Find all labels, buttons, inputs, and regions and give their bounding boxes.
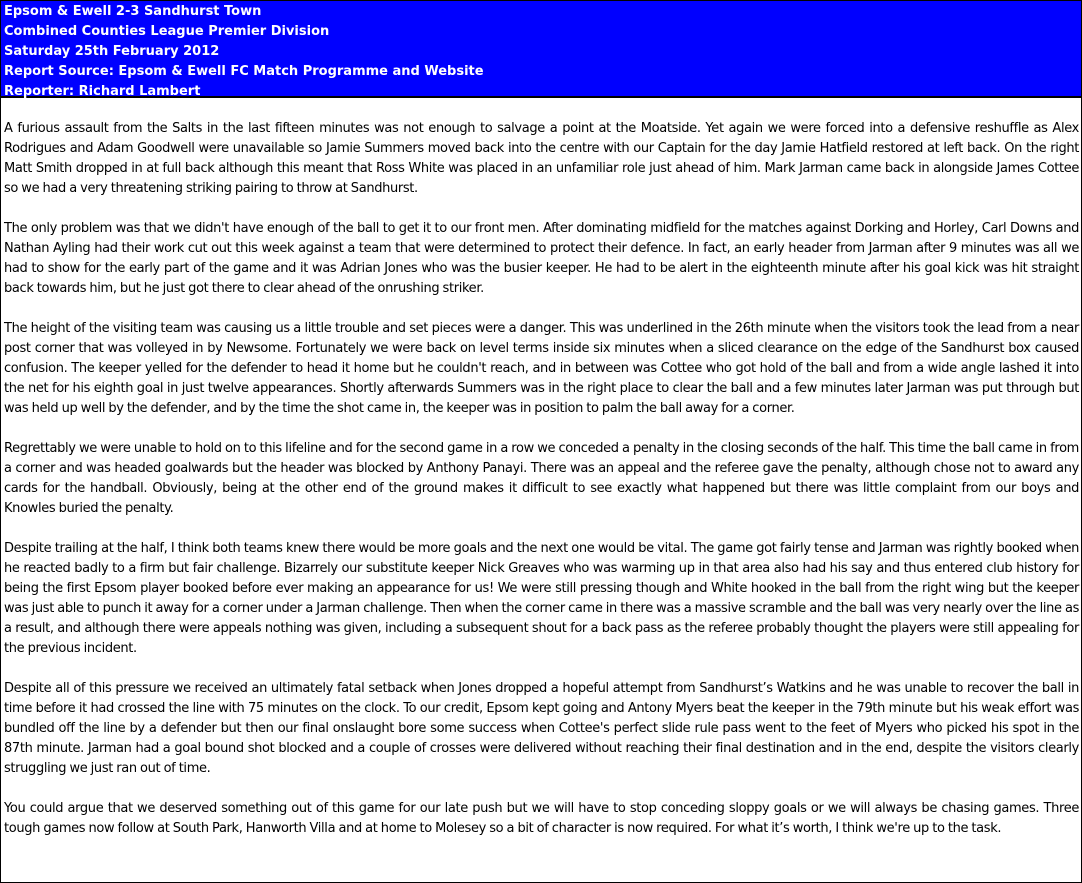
reporter-name: Reporter: Richard Lambert: [4, 84, 201, 99]
report-paragraph: The height of the visiting team was causing us a little trouble and set pieces were a danger. This was underlined in the 26th minute when the visitors took the lead from a near post corner that was volleyed in by Newsome. Fortunately we were back on level terms inside six minutes when a sliced clearance on the edge of the Sandhurst box caused confusion. The keeper yelled for the defender to head it home but he couldn't reach, and in between was Cottee who got hold of the ball and from a wide angle lashed it into the net for his eighth goal in just twelve appearances. Shortly afterwards Summers was in the right place to clear the ball and a few minutes later Jarman was put through but was held up well by the defender, and by the time the shot came in, the keeper was in position to palm the ball away for a corner.: [4, 321, 1079, 416]
match-date: Saturday 25th February 2012: [4, 44, 220, 59]
report-source: Report Source: Epsom & Ewell FC Match Programme and Website: [4, 64, 484, 79]
match-title: Epsom & Ewell 2-3 Sandhurst Town: [4, 4, 262, 19]
report-paragraph: Despite trailing at the half, I think both teams knew there would be more goals and the next one would be vital. The game got fairly tense and Jarman was rightly booked when he reacted badly to a firm but fair challenge. Bizarrely our substitute keeper Nick Greaves who was warming up in that area also had his say and thus entered club history for being the first Epsom player booked before ever making an appearance for us! We were still pressing though and White hooked in the ball from the right wing but the keeper was just able to punch it away for a corner under a Jarman challenge. Then when the corner came in there was a massive scramble and the ball was very nearly over the line as a result, and although there were appeals nothing was given, including a subsequent shout for a back pass as the referee probably thought the players were still appealing for the previous incident.: [4, 541, 1079, 656]
report-paragraph: Despite all of this pressure we received an ultimately fatal setback when Jones dropped a hopeful attempt from Sandhurst’s Watkins and he was unable to recover the ball in time before it had crossed the line with 75 minutes on the clock. To our credit, Epsom kept going and Antony Myers beat the keeper in the 79th minute but his weak effort was bundled off the line by a defender but then our final onslaught bore some success when Cottee's perfect slide rule pass went to the feet of Myers who picked his spot in the 87th minute. Jarman had a goal bound shot blocked and a couple of crosses were delivered without reaching their final destination and in the end, despite the visitors clearly struggling we just ran out of time.: [4, 681, 1079, 776]
competition-name: Combined Counties League Premier Division: [4, 24, 330, 39]
report-paragraph: A furious assault from the Salts in the last fifteen minutes was not enough to salvage a point at the Moatside. Yet again we were forced into a defensive reshuffle as Alex Rodrigues and Adam Goodwell were unavailable so Jamie Summers moved back into the centre with our Captain for the day Jamie Hatfield restored at left back. On the right Matt Smith dropped in at full back although this meant that Ross White was placed in an unfamiliar role just ahead of him. Mark Jarman came back in alongside James Cottee so we had a very threatening striking pairing to throw at Sandhurst.: [4, 121, 1079, 196]
match-header: [1, 1, 1081, 98]
report-body: [1, 98, 1081, 839]
report-paragraph: Regrettably we were unable to hold on to this lifeline and for the second game in a row we conceded a penalty in the closing seconds of the half. This time the ball came in from a corner and was headed goalwards but the header was blocked by Anthony Panayi. There was an appeal and the referee gave the penalty, although chose not to award any cards for the handball. Obviously, being at the other end of the ground makes it difficult to see exactly what happened but there was little complaint from our boys and Knowles buried the penalty.: [4, 441, 1079, 516]
report-paragraph: The only problem was that we didn't have enough of the ball to get it to our front men. After dominating midfield for the matches against Dorking and Horley, Carl Downs and Nathan Ayling had their work cut out this week against a team that were determined to protect their defence. In fact, an early header from Jarman after 9 minutes was all we had to show for the early part of the game and it was Adrian Jones who was the busier keeper. He had to be alert in the eighteenth minute after his goal kick was hit straight back towards him, but he just got there to clear ahead of the onrushing striker.: [4, 221, 1079, 296]
report-paragraph: You could argue that we deserved something out of this game for our late push but we will have to stop conceding sloppy goals or we will always be chasing games. Three tough games now follow at South Park, Hanworth Villa and at home to Molesey so a bit of character is now required. For what it’s worth, I think we're up to the task.: [4, 801, 1079, 836]
